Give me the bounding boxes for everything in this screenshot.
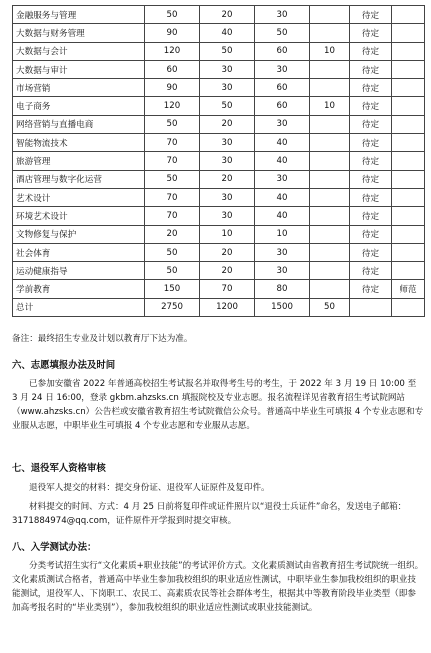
table-cell: 80: [255, 280, 310, 298]
table-cell: 40: [255, 207, 310, 225]
table-row: [13, 298, 425, 316]
table-cell: [392, 243, 425, 261]
table-cell: [310, 262, 350, 280]
table-cell: 10: [310, 42, 350, 60]
major-name-cell: 金融服务与管理: [13, 6, 145, 24]
table-cell: 30: [255, 170, 310, 188]
table-cell: 待定: [350, 207, 392, 225]
major-name-cell: 大数据与会计: [13, 42, 145, 60]
table-cell: 50: [145, 170, 200, 188]
table-cell: [392, 170, 425, 188]
table-row: [13, 79, 425, 97]
table-cell: [392, 42, 425, 60]
table-cell: 待定: [350, 152, 392, 170]
major-name-cell: 市场营销: [13, 79, 145, 97]
table-cell: [310, 188, 350, 206]
table-cell: 30: [200, 134, 255, 152]
table-cell: 50: [145, 115, 200, 133]
table-cell: [392, 134, 425, 152]
table-row: [13, 225, 425, 243]
table-cell: 30: [255, 6, 310, 24]
table-cell: 10: [310, 97, 350, 115]
table-cell: 40: [255, 188, 310, 206]
major-name-cell: 智能物流技术: [13, 134, 145, 152]
table-cell: 20: [200, 262, 255, 280]
table-cell: 70: [145, 207, 200, 225]
table-cell: 120: [145, 97, 200, 115]
section7-title: 七、退役军人资格审核: [12, 463, 106, 474]
enrollment-plan-table: [12, 5, 425, 317]
major-name-cell: 学前教育: [13, 280, 145, 298]
section6-paragraph: 已参加安徽省 2022 年普通高校招生考试报名并取得考生号的考生，于 2022 年 3 月 19 日 10:00 至 3 月 24 日 16:00，登录 gkbm.ahzsks.cn 填报院校及专业志愿。报名流程详见省教育招生考试院网站（www.ahzsks.cn）公告栏或安徽省教育招生考试院微信公众号。普通高中毕业生可填报 4 个专业志愿和专业服从志愿，中职毕业生可填报 4 个专业志愿和专业服从志愿。: [12, 379, 424, 431]
table-cell: 2750: [145, 298, 200, 316]
table-cell: 待定: [350, 97, 392, 115]
section7-paragraph-2: 材料提交的时间、方式：4 月 25 日前将复印件或证件照片以“退役士兵证件”命名，发送电子邮箱：3171884974@qq.com，证件原件开学报到时提交审核。: [12, 502, 407, 526]
table-cell: 30: [200, 60, 255, 78]
table-cell: 70: [145, 188, 200, 206]
table-row: [13, 262, 425, 280]
enrollment-plan-body: [13, 6, 425, 317]
table-cell: [310, 280, 350, 298]
table-cell: [310, 134, 350, 152]
table-cell: 60: [255, 97, 310, 115]
table-cell: [310, 60, 350, 78]
table-cell: 90: [145, 79, 200, 97]
table-cell: 60: [145, 60, 200, 78]
table-cell: 40: [255, 134, 310, 152]
table-cell: [310, 207, 350, 225]
table-cell: 20: [200, 170, 255, 188]
section8-title: 八、入学测试办法：: [12, 542, 97, 553]
table-cell: [392, 152, 425, 170]
table-row: [13, 97, 425, 115]
table-cell: 20: [200, 6, 255, 24]
major-name-cell: 艺术设计: [13, 188, 145, 206]
table-cell: [392, 115, 425, 133]
table-cell: 20: [200, 115, 255, 133]
major-name-cell: 网络营销与直播电商: [13, 115, 145, 133]
table-cell: 40: [255, 152, 310, 170]
table-cell: 10: [200, 225, 255, 243]
table-cell: 50: [145, 6, 200, 24]
major-name-cell: 总计: [13, 298, 145, 316]
table-cell: 待定: [350, 79, 392, 97]
table-cell: 待定: [350, 115, 392, 133]
table-row: [13, 280, 425, 298]
table-cell: 待定: [350, 134, 392, 152]
table-cell: 50: [145, 262, 200, 280]
table-cell: 30: [255, 243, 310, 261]
major-name-cell: 大数据与审计: [13, 60, 145, 78]
table-row: [13, 42, 425, 60]
table-cell: 50: [255, 24, 310, 42]
table-cell: [392, 79, 425, 97]
table-cell: 50: [200, 42, 255, 60]
table-cell: [310, 152, 350, 170]
section6-title: 六、志愿填报办法及时间: [12, 360, 116, 371]
table-cell: [350, 298, 392, 316]
table-cell: 50: [200, 97, 255, 115]
table-cell: 70: [145, 152, 200, 170]
table-row: [13, 188, 425, 206]
table-cell: [310, 24, 350, 42]
table-cell: 待定: [350, 42, 392, 60]
table-cell: 待定: [350, 262, 392, 280]
major-name-cell: 大数据与财务管理: [13, 24, 145, 42]
table-cell: [310, 170, 350, 188]
table-cell: 待定: [350, 6, 392, 24]
section8-paragraph: 分类考试招生实行“文化素质+职业技能”的考试评价方式。文化素质测试由省教育招生考试院统一组织。文化素质测试合格者，普通高中毕业生参加我校组织的职业适应性测试，中职毕业生参加我校组织的职业技能测试，退役军人、下岗职工、农民工、高素质农民等社会群体考生，根据其中等教育阶段毕业类型（即参加高考报名时的“毕业类别”），参加我校组织的职业适应性测试或职业技能测试。: [12, 561, 424, 613]
table-cell: [392, 262, 425, 280]
table-cell: [392, 60, 425, 78]
table-cell: [392, 207, 425, 225]
major-name-cell: 社会体育: [13, 243, 145, 261]
section7-paragraph-1: 退役军人提交的材料：提交身份证、退役军人证原件及复印件。: [29, 483, 270, 493]
table-row: [13, 152, 425, 170]
table-cell: 40: [200, 24, 255, 42]
note-text: 备注：最终招生专业及计划以教育厅下达为准。: [12, 334, 193, 344]
table-cell: 30: [200, 207, 255, 225]
table-cell: 师范: [392, 280, 425, 298]
table-cell: 50: [310, 298, 350, 316]
table-cell: 30: [255, 115, 310, 133]
table-cell: [392, 298, 425, 316]
table-cell: 10: [255, 225, 310, 243]
table-cell: 待定: [350, 60, 392, 78]
table-cell: [310, 79, 350, 97]
table-cell: [310, 225, 350, 243]
table-row: [13, 134, 425, 152]
table-cell: 待定: [350, 188, 392, 206]
table-cell: [392, 225, 425, 243]
table-cell: 20: [145, 225, 200, 243]
table-cell: [392, 97, 425, 115]
table-cell: 待定: [350, 24, 392, 42]
table-cell: [310, 115, 350, 133]
table-cell: 60: [255, 79, 310, 97]
table-row: [13, 243, 425, 261]
table-cell: 20: [200, 243, 255, 261]
table-cell: 30: [255, 60, 310, 78]
table-cell: 70: [200, 280, 255, 298]
table-cell: 30: [200, 79, 255, 97]
major-name-cell: 运动健康指导: [13, 262, 145, 280]
table-cell: 30: [255, 262, 310, 280]
table-row: [13, 6, 425, 24]
table-cell: 120: [145, 42, 200, 60]
table-cell: [310, 243, 350, 261]
table-cell: 待定: [350, 243, 392, 261]
table-cell: 150: [145, 280, 200, 298]
table-cell: 30: [200, 188, 255, 206]
table-cell: [392, 6, 425, 24]
table-row: [13, 60, 425, 78]
table-cell: 50: [145, 243, 200, 261]
major-name-cell: 电子商务: [13, 97, 145, 115]
table-cell: 70: [145, 134, 200, 152]
table-row: [13, 207, 425, 225]
major-name-cell: 旅游管理: [13, 152, 145, 170]
table-row: [13, 115, 425, 133]
table-cell: 1500: [255, 298, 310, 316]
table-cell: [392, 188, 425, 206]
table-cell: 30: [200, 152, 255, 170]
table-cell: 90: [145, 24, 200, 42]
table-cell: 待定: [350, 170, 392, 188]
table-cell: 1200: [200, 298, 255, 316]
table-row: [13, 24, 425, 42]
major-name-cell: 环境艺术设计: [13, 207, 145, 225]
table-cell: [392, 24, 425, 42]
table-cell: 待定: [350, 280, 392, 298]
table-cell: [310, 6, 350, 24]
table-row: [13, 170, 425, 188]
table-cell: 待定: [350, 225, 392, 243]
major-name-cell: 文物修复与保护: [13, 225, 145, 243]
table-cell: 60: [255, 42, 310, 60]
major-name-cell: 酒店管理与数字化运营: [13, 170, 145, 188]
